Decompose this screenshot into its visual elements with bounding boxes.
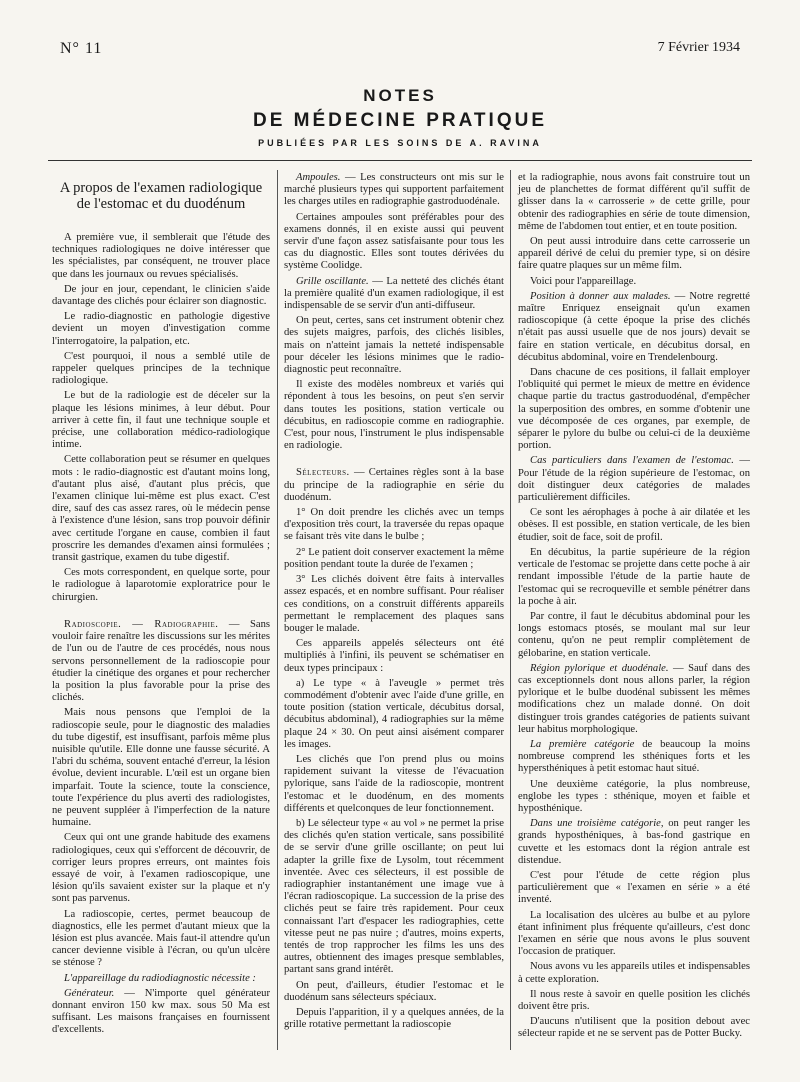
paragraph: Mais nous pensons que l'emploi de la radioscopie seule, pour le diagnostic des maladies du tube digestif, est insuffisant, parfois même plus nuisible qu'utile. Elle donne une fausse sécurité. A l'abri du schéma, souvent entaché d'erreur, la lésion évolue, devient incurable. L'œil est un organe bien imparfait. Toute la science, toute la conscience, toute l'expérience du plus averti des radiologistes, ne peuvent suppléer à l'imperfection de la nature humaine. <box>52 707 270 829</box>
paragraph <box>518 663 750 736</box>
paragraph: Il nous reste à savoir en quelle position les clichés doivent être pris. <box>518 988 750 1012</box>
paragraph: Le radio-diagnostic en pathologie digestive devient un moyen d'investigation comme l'interrogatoire, la palpation, etc. <box>52 311 270 347</box>
paragraph <box>518 818 750 867</box>
paragraph: Les clichés que l'on prend plus ou moins rapidement suivant la vitesse de l'évacuation pylorique, sans l'aide de la radioscopie, montrent l'estomac et le duodénum, en des moments différents et quelconques de leur fonctionnement. <box>284 753 504 814</box>
paragraph: Ceux qui ont une grande habitude des examens radiologiques, ceux qui s'efforcent de découvrir, de corriger leurs propres erreurs, ont maintes fois essayé de voir, à l'examen radioscopique, une lésion qu'ils savaient exister sur la plaque et n'y sont pas parvenus. <box>52 832 270 905</box>
paragraph: Nous avons vu les appareils utiles et indispensables à cette exploration. <box>518 961 750 985</box>
section-heading: Radioscopie. — Radiographie. <box>64 618 219 630</box>
paragraph-text: — La netteté des clichés étant la première qualité d'un examen radiologique, il est indispensable de se servir d'un anti-diffuseur. <box>284 275 505 312</box>
issue-number: N° 11 <box>60 40 103 57</box>
section-heading: Sélecteurs. <box>296 467 350 479</box>
section-heading: Ampoules. <box>296 172 341 183</box>
paragraph: De jour en jour, cependant, le clinicien s'aide davantage des clichés pour éclairer son diagnostic. <box>52 283 270 308</box>
paragraph: Certaines ampoules sont préférables pour des examens donnés, il en existe aussi qui peuvent servir d'une façon assez satisfaisante pour tous les cas du diagnostic. Elles sont toutes dérivées du système Coolidge. <box>284 211 504 272</box>
paragraph: Ce sont les aérophages à poche à air dilatée et les obèses. Il est possible, en station verticale, de les bien étudier, soit de face, soit de profil. <box>518 507 750 543</box>
section-heading: Générateur. <box>64 987 115 999</box>
paragraph: On peut, d'ailleurs, étudier l'estomac et le duodénum sans sélecteurs spéciaux. <box>284 979 504 1003</box>
column-2 <box>284 172 504 1034</box>
paragraph <box>52 988 270 1037</box>
column-1 <box>52 168 270 1040</box>
paragraph: 3° Les clichés doivent être faits à intervalles assez espacés, et en nombre suffisant. Pour réaliser ces conditions, on a construit différents appareils permettant le remplacement des plaques sans bouger le malade. <box>284 574 504 634</box>
paragraph-text: — Certaines règles sont à la base du principe de la radiographie en série du duodénum. <box>284 467 504 503</box>
journal-subtitle: PUBLIÉES PAR LES SOINS DE A. RAVINA <box>258 138 542 148</box>
header-rule <box>48 160 752 161</box>
masthead <box>60 40 740 58</box>
journal-title-block <box>0 86 800 148</box>
section-heading: Cas particuliers dans l'examen de l'estomac. <box>530 455 734 467</box>
article-title-line2: de l'estomac et du duodénum <box>76 196 246 212</box>
paragraph: Voici pour l'appareillage. <box>530 275 637 287</box>
paragraph <box>284 276 504 313</box>
paragraph: Dans chacune de ces positions, il fallait employer l'obliquité qui permet le mieux de mettre en évidence chaque partie du tractus gastroduodénal, d'empêcher la superposition des ombres, en somme d'obtenir une vue décomposée de ces organes, par exemple, de séparer le pylore du bulbe ou celui-ci de la deuxième portion. <box>518 367 750 452</box>
paragraph: Par contre, il faut le décubitus abdominal pour les longs estomacs ptosés, se moulant mal sur leur contenu, qu'on ne peut remplir complètement de gélobarine, en station verticale. <box>518 610 750 659</box>
paragraph-text: — Pour l'étude de la région supérieure de l'estomac, on doit distinguer deux catégories de malades particulièrement difficiles. <box>518 455 750 504</box>
paragraph: La localisation des ulcères au bulbe et au pylore étant infiniment plus fréquente qu'ailleurs, c'est donc l'examen en série que nous avons le plus souvent l'occasion de pratiquer. <box>518 909 750 958</box>
journal-title-line2: DE MÉDECINE PRATIQUE <box>252 110 547 131</box>
paragraph-text: — Sauf dans des cas exceptionnels dont nous allons parler, la région pylorique et le bulbe duodénal subissent les mêmes modifications chez un malade donné. On doit distinguer trois grandes catégories de patients suivant leur habitus morphologique. <box>518 662 750 735</box>
paragraph <box>518 739 750 776</box>
paragraph: Cette collaboration peut se résumer en quelques mots : le radio-diagnostic est d'autant moins long, d'autant plus aisé, d'autant plus précis, que l'examen clinique lui-même est plus exact. C'est dire, sauf des cas assez rares, où le médecin pense à l'existence d'une lésion, sans trop pouvoir définir avec certitude l'organe en cause, combien il faut proscrire les demandes d'examen ainsi formulées ; transit gastrique, examen du tube digestif. <box>52 454 270 564</box>
paragraph <box>284 467 504 504</box>
paragraph: Ces mots correspondent, en quelque sorte, pour le radiologue à laparotomie exploratrice pour le chirurgien. <box>52 567 270 603</box>
paragraph: En décubitus, la partie supérieure de la région verticale de l'estomac se projette dans cette poche à air rendant impossible l'étude de la partie haute de l'estomac qui se recroqueville et semble pénétrer dans la poche à air. <box>518 546 750 607</box>
paragraph <box>518 455 750 504</box>
paragraph: Le but de la radiologie est de déceler sur la plaque les lésions minimes, à leur début. Pour arriver à cette fin, il faut une technique souple et précise, une collaboration médico-radiologique intime. <box>52 390 270 451</box>
paragraph <box>52 619 270 704</box>
paragraph: On peut, certes, sans cet instrument obtenir chez des sujets maigres, parfois, des clichés lisibles, mais on n'atteint jamais la netteté indispensable pour déceler les lésions minimes que le radio-diagnostic peut reconnaître. <box>284 315 504 376</box>
paragraph: C'est pourquoi, il nous a semblé utile de rappeler quelques principes de la technique radiologique. <box>52 350 270 387</box>
paragraph: A première vue, il semblerait que l'étude des techniques radiologiques ne doive intéresser que les spécialistes, par conséquent, ne trouver place que dans les journaux ou revues spécialisés. <box>52 232 270 280</box>
paragraph <box>518 291 750 364</box>
paragraph: et la radiographie, nous avons fait construire tout un jeu de planchettes de format différent qu'il suffit de glisser dans la « carrosserie » de cette grille, pour obtenir des radiographies en série de toute dimension, même de l'abdomen tout entier, et en toute position. <box>518 172 750 232</box>
section-heading: Position à donner aux malades. <box>530 290 671 302</box>
journal-title-line1: NOTES <box>363 86 437 105</box>
paragraph-text: — N'importe quel générateur donnant environ 150 kw max. sous 50 Ma est suffisant. Les maisons françaises en fournissent d'excellents. <box>52 987 270 1036</box>
paragraph: Il existe des modèles nombreux et variés qui répondent à tous les besoins, on peut s'en servir dans toutes les positions, station verticale ou décubitus, en radioscopie comme en radiographie. C'est, pour nous, l'instrument le plus indispensable en radiologie. <box>284 379 504 452</box>
section-heading: Région pylorique et duodénale. <box>530 662 669 674</box>
column-3 <box>518 172 750 1044</box>
column-divider <box>277 170 278 1050</box>
paragraph: 1° On doit prendre les clichés avec un temps d'exposition très court, la traversée du repas opaque se faisant très vite dans le bulbe ; <box>284 507 504 543</box>
paragraph-text: — Notre regretté maître Enriquez enseignait qu'un examen radioscopique (à cette époque la prise des clichés n'était pas aussi usuelle que de nos jours) devait se faire en station verticale, en décubitus dorsal, en décubitus abdominal, voire en Trendelenbourg. <box>518 290 750 363</box>
section-heading: La première catégorie <box>530 738 635 750</box>
paragraph: La radioscopie, certes, permet beaucoup de diagnostics, elle les permet d'autant mieux que la lésion est plus avancée. Mais faut-il attendre qu'un cancer devienne visible à l'écran, ou qu'un ulcère se sténose ? <box>52 908 270 969</box>
paragraph-text: — Sans vouloir faire renaître les discussions sur les mérites de l'un ou de l'autre de ces procédés, nous nous servons personnellement de la radioscopie pour étudier la cinétique des organes et pour rechercher la position la plus favorable pour la prise des clichés. <box>52 618 271 704</box>
paragraph: L'appareillage du radiodiagnostic nécessite : <box>64 972 256 984</box>
paragraph: C'est pour l'étude de cette région plus particulièrement que « l'examen en série » a été inventé. <box>518 869 750 906</box>
article-title <box>52 180 270 212</box>
issue-date: 7 Février 1934 <box>657 40 740 55</box>
paragraph-text: de beaucoup la moins nombreuse comprend les sthéniques forts et les hypersthéniques à petit estomac haut situé. <box>518 738 750 775</box>
paragraph: a) Le type « à l'aveugle » permet très commodément d'obtenir avec l'aide d'une grille, en toute position (station verticale, décubitus dorsal, décubitus abdominal), 4 radiographies sur la même plaque 24 × 30. On peut ainsi aisément comparer les images. <box>284 677 504 750</box>
section-heading: Grille oscillante. <box>296 275 369 287</box>
paragraph <box>284 172 504 209</box>
column-divider <box>510 170 511 1050</box>
paragraph: 2° Le patient doit conserver exactement la même position pendant toute la durée de l'examen ; <box>284 546 504 570</box>
section-heading: Dans une troisième catégorie, <box>530 818 664 830</box>
paragraph: b) Le sélecteur type « au vol » ne permet la prise des clichés qu'en station verticale, sans possibilité de se servir d'une grille oscillante; on peut lui adapter la grille fixe de Lysolm, tout récemment inventée. Avec ces sélecteurs, il est possible de radiographier instantanément une image vue à l'écran radioscopique. La succession de la prise des clichés peut se faire très rapidement. Pour ceux connaissant l'art d'espacer les radiographies, cette vitesse peut ne pas nuire ; d'autres, moins experts, tentés de trop rapprocher les films les uns des autres, obtiennent des images presque semblables, partant sans grand intérêt. <box>284 817 504 976</box>
paragraph-text: on peut ranger les grands hyposthéniques, à bas-fond gastrique en cuvette et les estomacs dont la région antrale est distendue. <box>518 818 751 866</box>
paragraph: Ces appareils appelés sélecteurs ont été multipliés à l'infini, ils peuvent se schématiser en deux types principaux : <box>284 638 504 674</box>
article-title-line1: A propos de l'examen radiologique <box>59 180 263 196</box>
paragraph: Une deuxième catégorie, la plus nombreuse, englobe les types : sthénique, moyen et faible et hyposthénique. <box>518 778 750 814</box>
paragraph: D'aucuns n'utilisent que la position debout avec sélecteur rapide et ne se servent pas de Potter Bucky. <box>518 1016 750 1040</box>
paragraph-text: — Les constructeurs ont mis sur le marché plusieurs types qui supportent parfaitement les charges utiles en radiographie gastroduodénale. <box>284 172 504 208</box>
paragraph: On peut aussi introduire dans cette carrosserie un appareil dérivé de celui du premier type, si on désire faire quatre plaques sur un même film. <box>518 236 750 272</box>
paragraph: Depuis l'apparition, il y a quelques années, de la grille rotative permettant la radioscopie <box>284 1007 504 1031</box>
